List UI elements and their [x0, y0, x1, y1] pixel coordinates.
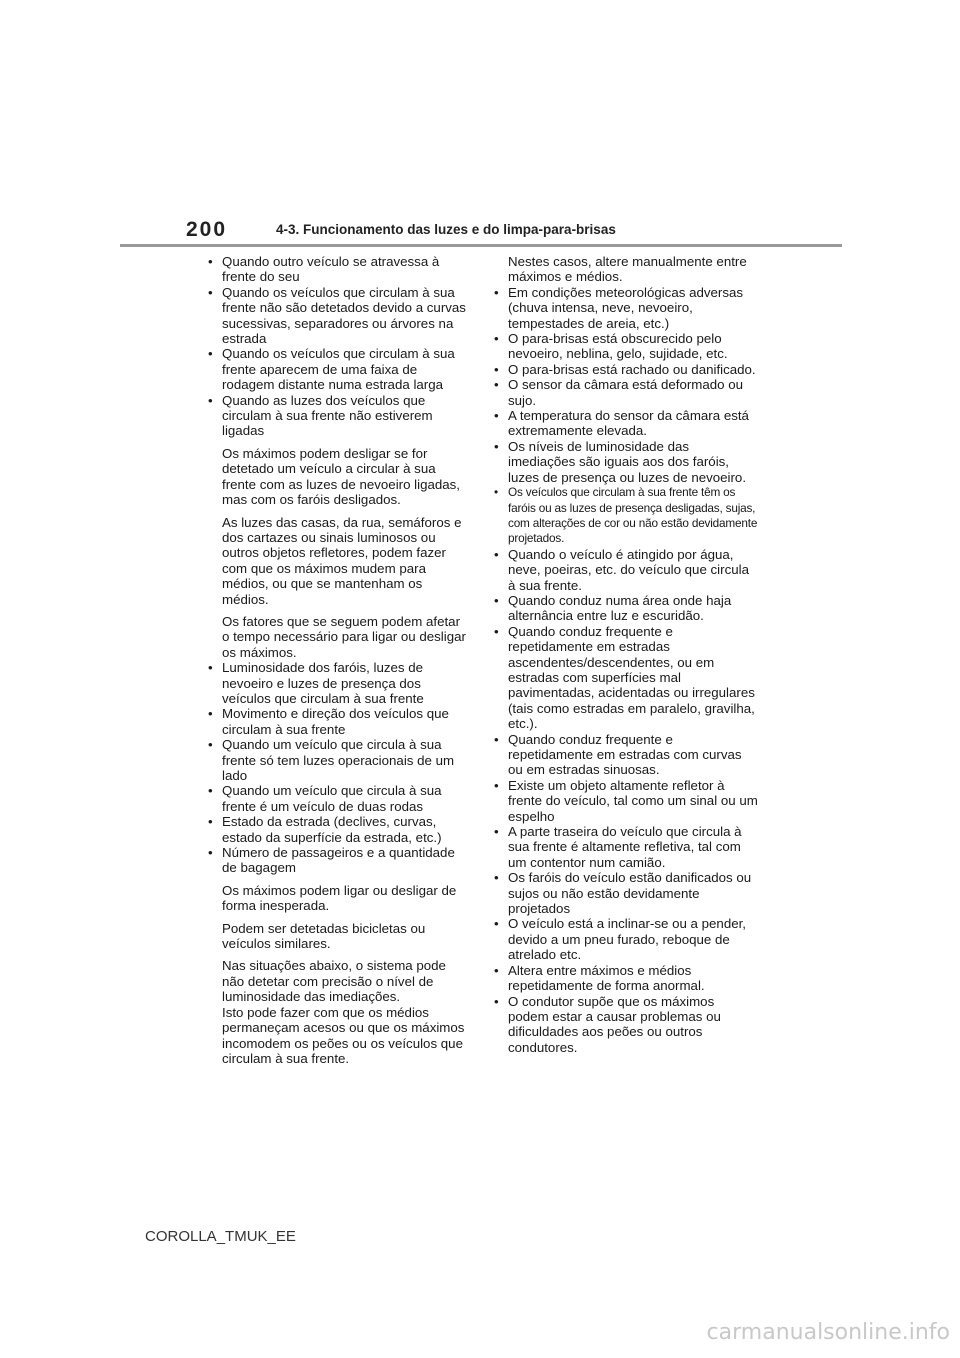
bullet-item: • Quando conduz frequente e repetidamente em estradas ascendentes/descendentes, ou em estradas com superfícies mal pavimentadas, acidentadas ou irregulares (tais como estradas em paralelo, gravilha, etc.).	[494, 624, 758, 732]
section-title: 4-3. Funcionamento das luzes e do limpa-para-brisas	[276, 222, 616, 237]
page-number: 200	[186, 218, 228, 241]
bullet-item: • Altera entre máximos e médios repetidamente de forma anormal.	[494, 963, 758, 994]
bullet-item: • Existe um objeto altamente refletor à frente do veículo, tal como um sinal ou um espelho	[494, 778, 758, 824]
left-text-column	[208, 254, 470, 1066]
paragraph: Podem ser detetadas bicicletas ou veículos similares.	[222, 920, 426, 952]
bullet-item: • Quando conduz numa área onde haja alternância entre luz e escuridão.	[494, 593, 758, 624]
bullet-item: • Em condições meteorológicas adversas (chuva intensa, neve, nevoeiro, tempestades de areia, etc.)	[494, 285, 758, 331]
bullet-item: • Movimento e direção dos veículos que circulam à sua frente	[208, 706, 470, 737]
bullet-item: • Estado da estrada (declives, curvas, estado da superfície da estrada, etc.)	[208, 814, 470, 845]
bullet-item: • Os faróis do veículo estão danificados ou sujos ou não estão devidamente projetados	[494, 870, 758, 916]
bullet-item: • O condutor supõe que os máximos podem estar a causar problemas ou dificuldades aos peões ou outros condutores.	[494, 994, 758, 1056]
bullet-item: • Quando o veículo é atingido por água, neve, poeiras, etc. do veículo que circula à sua frente.	[494, 547, 758, 593]
paragraph: Os fatores que se seguem podem afetar o tempo necessário para ligar ou desligar os máximos.	[222, 613, 466, 660]
bullet-item: • Quando um veículo que circula à sua frente é um veículo de duas rodas	[208, 783, 470, 814]
bullet-item: • Número de passageiros e a quantidade de bagagem	[208, 845, 470, 876]
bullet-item: • Luminosidade dos faróis, luzes de nevoeiro e luzes de presença dos veículos que circulam à sua frente	[208, 660, 470, 706]
bullet-item: • Os veículos que circulam à sua frente têm os faróis ou as luzes de presença desligadas, sujas, com alterações de cor ou não estão devidamente projetados.	[494, 485, 758, 547]
bullet-item: • Quando um veículo que circula à sua frente só tem luzes operacionais de um lado	[208, 737, 470, 783]
bullet-item: • O sensor da câmara está deformado ou sujo.	[494, 377, 758, 408]
paragraph: Nas situações abaixo, o sistema pode não detetar com precisão o nível de luminosidade das imediações.	[222, 958, 446, 1005]
bullet-item: • A parte traseira do veículo que circula à sua frente é altamente refletiva, tal com um contentor num camião.	[494, 824, 758, 870]
bullet-item: • O para-brisas está rachado ou danificado.	[494, 362, 758, 377]
watermark: carmanualsonline.info	[706, 1320, 950, 1345]
bullet-item: • Os níveis de luminosidade das imediações são iguais aos dos faróis, luzes de presença ou luzes de nevoeiro.	[494, 439, 758, 485]
bullet-item: • Quando conduz frequente e repetidamente em estradas com curvas ou em estradas sinuosas.	[494, 732, 758, 778]
text-continuation: Isto pode fazer com que os médios permaneçam acesos ou que os máximos incomodem os peões ou os veículos que circulam à sua frente.	[222, 1004, 465, 1066]
bullet-item: • Quando as luzes dos veículos que circulam à sua frente não estiverem ligadas	[208, 393, 470, 439]
bullet-item: • Quando os veículos que circulam à sua frente não são detetados devido a curvas sucessivas, separadores ou árvores na estrada	[208, 285, 470, 347]
bullet-item: • O veículo está a inclinar-se ou a pender, devido a um pneu furado, reboque de atrelado etc.	[494, 916, 758, 962]
footer-model-code: COROLLA_TMUK_EE	[145, 1228, 296, 1245]
text-continuation: Nestes casos, altere manualmente entre máximos e médios.	[508, 254, 747, 285]
bullet-item: • Quando outro veículo se atravessa à frente do seu	[208, 254, 470, 285]
paragraph: As luzes das casas, da rua, semáforos e dos cartazes ou sinais luminosos ou outros objetos refletores, podem fazer com que os máximos mudem para médios, ou que se mantenham os médios.	[222, 514, 462, 607]
paragraph: Os máximos podem desligar se for detetado um veículo a circular à sua frente com as luzes de nevoeiro ligadas, mas com os faróis desligados.	[222, 445, 461, 508]
header-divider	[120, 244, 842, 247]
paragraph: Os máximos podem ligar ou desligar de forma inesperada.	[222, 882, 457, 914]
bullet-item: • Quando os veículos que circulam à sua frente aparecem de uma faixa de rodagem distante numa estrada larga	[208, 346, 470, 392]
right-text-column	[494, 254, 758, 1055]
bullet-item: • O para-brisas está obscurecido pelo nevoeiro, neblina, gelo, sujidade, etc.	[494, 331, 758, 362]
bullet-item: • A temperatura do sensor da câmara está extremamente elevada.	[494, 408, 758, 439]
